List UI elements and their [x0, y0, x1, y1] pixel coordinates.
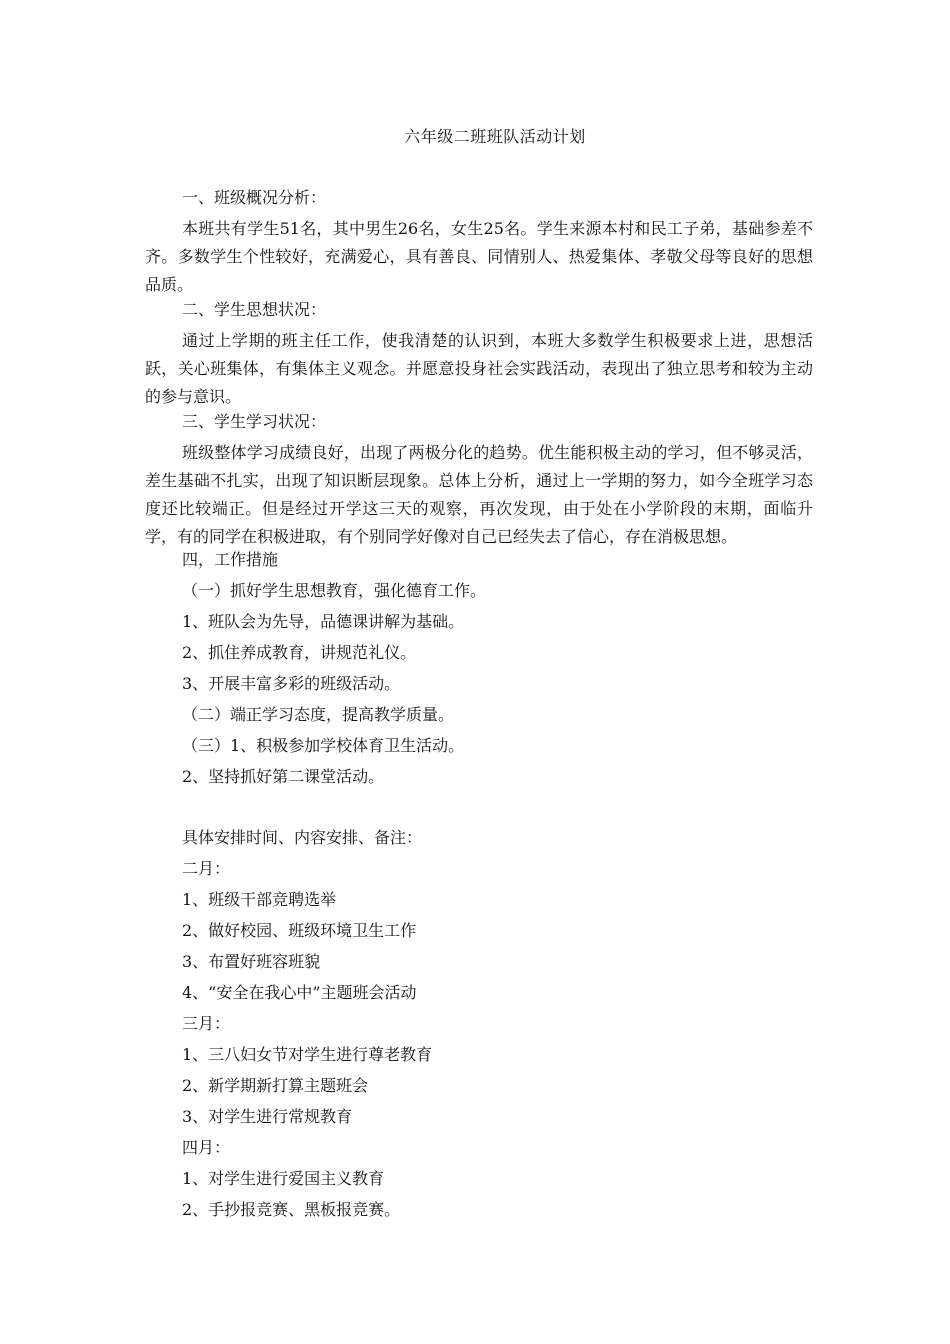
schedule-heading: 具体安排时间、内容安排、备注： — [182, 828, 423, 847]
section-heading-student-study: 三、学生学习状况： — [182, 412, 327, 431]
schedule-item: 2、手抄报竞赛、黑板报竞赛。 — [182, 1200, 401, 1219]
schedule-item: 3、布置好班容班貌 — [182, 952, 321, 971]
schedule-item: 1、班级干部竞聘选举 — [182, 890, 337, 909]
schedule-item: 2、做好校园、班级环境卫生工作 — [182, 921, 417, 940]
measure-item: 3、开展丰富多彩的班级活动。 — [182, 674, 401, 693]
measure-item: 2、坚持抓好第二课堂活动。 — [182, 767, 385, 786]
paragraph-student-study: 班级整体学习成绩良好，出现了两极分化的趋势。优生能积极主动的学习，但不够灵活，差生基础不扎实，出现了知识断层现象。总体上分析，通过上一学期的努力，如今全班学习态度还比较端正。但是经过开学这三天的观察，再次发现，由于处在小学阶段的末期，面临升学，有的同学在积极进取，有个别同学好像对自己已经失去了信心，存在消极思想。 — [145, 443, 813, 546]
month-heading-march: 三月： — [182, 1014, 231, 1033]
schedule-item: 1、对学生进行爱国主义教育 — [182, 1169, 385, 1188]
month-heading-april: 四月： — [182, 1138, 231, 1157]
measure-item: 1、班队会为先导，品德课讲解为基础。 — [182, 612, 465, 631]
month-heading-february: 二月： — [182, 859, 231, 878]
measure-item: （三）1、积极参加学校体育卫生活动。 — [182, 736, 465, 755]
schedule-item: 2、新学期新打算主题班会 — [182, 1076, 369, 1095]
schedule-item: 1、三八妇女节对学生进行尊老教育 — [182, 1045, 433, 1064]
paragraph-class-overview: 本班共有学生51名，其中男生26名，女生25名。学生来源本村和民工子弟，基础参差不齐。多数学生个性较好，充满爱心，具有善良、同情别人、热爱集体、孝敬父母等良好的思想品质。 — [145, 219, 813, 294]
section-heading-work-measures: 四，工作措施 — [182, 550, 279, 569]
measure-item: （一）抓好学生思想教育，强化德育工作。 — [182, 581, 487, 600]
schedule-item: 3、对学生进行常规教育 — [182, 1107, 353, 1126]
section-heading-class-overview: 一、班级概况分析： — [182, 188, 327, 207]
measure-item: 2、抓住养成教育，讲规范礼仪。 — [182, 643, 417, 662]
document-title: 六年级二班班队活动计划 — [404, 127, 586, 146]
measure-item: （二）端正学习态度，提高教学质量。 — [182, 705, 455, 724]
schedule-item: 4、“安全在我心中”主题班会活动 — [182, 983, 417, 1002]
section-heading-student-thought: 二、学生思想状况： — [182, 300, 327, 319]
paragraph-student-thought: 通过上学期的班主任工作，使我清楚的认识到，本班大多数学生积极要求上进，思想活跃，关心班集体，有集体主义观念。并愿意投身社会实践活动，表现出了独立思考和较为主动的参与意识。 — [145, 331, 813, 406]
